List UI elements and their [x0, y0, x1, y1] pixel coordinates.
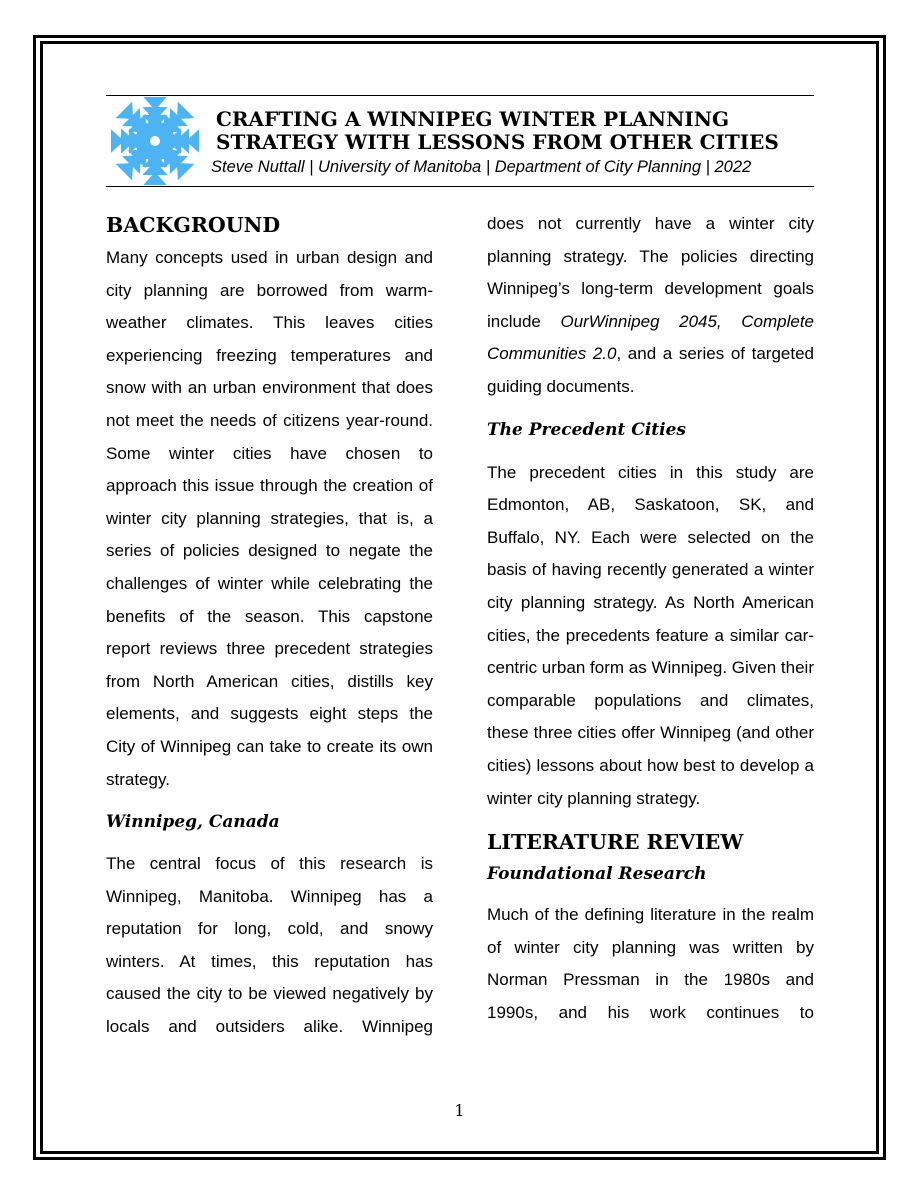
foundational-paragraph: Much of the defining literature in the realm of winter city planning was written by Norman Pressman in the 1980s and 1990s, and his work continues to: [487, 905, 814, 1022]
winnipeg-paragraph: The central focus of this research is Winnipeg, Manitoba. Winnipeg has a reputation for long, cold, and snowy winters. At times, this reputation has caused the city to be viewed negatively by locals and outsiders alike. Winnipeg: [106, 854, 433, 1037]
right-column: [487, 208, 814, 1029]
background-paragraph: Many concepts used in urban design and city planning are borrowed from warm-weather climates. This leaves cities experiencing freezing temperatures and snow with an urban environment that does not meet the needs of citizens year-round. Some winter cities have chosen to approach this issue through the creation of winter city planning strategies, that is, a series of policies designed to negate the challenges of winter while celebrating the benefits of the season. This capstone report reviews three precedent strategies from North American cities, distills key elements, and suggests eight steps the City of Winnipeg can take to create its own strategy.: [106, 248, 433, 789]
subheading-precedent-cities: The Precedent Cities: [487, 419, 686, 440]
section-heading-background: BACKGROUND: [106, 213, 281, 237]
report-byline: Steve Nuttall | University of Manitoba | Department of City Planning | 2022: [211, 158, 752, 176]
left-column: [106, 210, 433, 1044]
page-number: 1: [454, 1101, 465, 1120]
subheading-foundational-research: Foundational Research: [487, 864, 707, 885]
report-title: CRAFTING A WINNIPEG WINTER PLANNING STRATEGY WITH LESSONS FROM OTHER CITIES: [216, 107, 779, 154]
continued-text-b: , and a series of targeted guiding documents.: [487, 344, 814, 396]
report-header: [106, 95, 814, 187]
continued-text-a: does not currently have a winter city planning strategy. The policies directing Winnipeg’s long-term development goals include: [487, 214, 814, 331]
plan-titles: OurWinnipeg 2045, Complete Communities 2.0: [487, 311, 814, 364]
continued-paragraph: [487, 208, 814, 404]
precedent-paragraph: The precedent cities in this study are Edmonton, AB, Saskatoon, SK, and Buffalo, NY. Each were selected on the basis of having recently generated a winter city planning strategy. As North American cities, the precedents feature a similar car-centric urban form as Winnipeg. Given their comparable populations and climates, these three cities offer Winnipeg (and other cities) lessons about how best to develop a winter city planning strategy.: [487, 462, 814, 808]
subheading-winnipeg: Winnipeg, Canada: [106, 812, 280, 833]
section-heading-literature-review: LITERATURE REVIEW: [487, 830, 744, 855]
snowflake-icon: [106, 96, 204, 186]
